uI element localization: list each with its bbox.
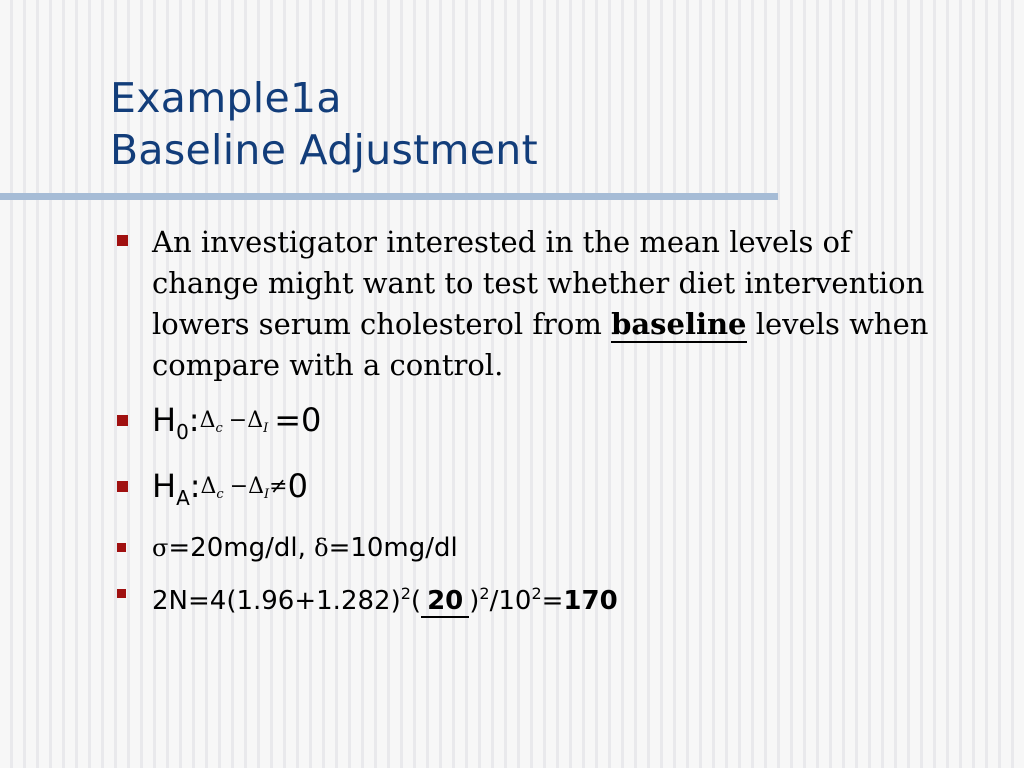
bullet-h0 bbox=[114, 400, 974, 452]
h0-delta-i: Δ bbox=[247, 408, 264, 433]
ha-colon: : bbox=[189, 467, 201, 505]
h0-colon: : bbox=[188, 401, 200, 439]
ha-subscript: A bbox=[176, 486, 190, 510]
formula-exp1: 2 bbox=[400, 584, 411, 603]
h0-subscript: 0 bbox=[176, 420, 189, 444]
intro-text-after: levels when compare with a control. bbox=[152, 307, 929, 382]
sigma-symbol: σ bbox=[152, 534, 169, 562]
formula-part1: 2N=4(1.96+1.282) bbox=[152, 586, 401, 616]
h0-minus: − bbox=[228, 408, 248, 433]
bullet-formula bbox=[114, 576, 974, 619]
h0-delta-c-sub: c bbox=[215, 421, 223, 436]
h0-relation: =0 bbox=[274, 401, 322, 439]
bullet-params bbox=[114, 530, 974, 566]
slide-title bbox=[110, 72, 538, 176]
formula-equals: = bbox=[541, 586, 564, 616]
intro-text-before: An investigator interested in the mean levels of change might want to test whether diet intervention lowers serum cholesterol from bbox=[152, 225, 925, 341]
h0-label: H bbox=[152, 401, 177, 439]
h0-delta-c: Δ bbox=[199, 408, 216, 433]
ha-delta-i-sub: I bbox=[264, 487, 270, 502]
delta-value: =10mg/dl bbox=[328, 533, 458, 563]
formula-close-paren: ) bbox=[469, 586, 480, 616]
square-bullet-icon bbox=[117, 481, 128, 492]
intro-emphasis: baseline bbox=[611, 307, 747, 341]
formula-divide: /10 bbox=[489, 586, 532, 616]
ha-label: H bbox=[152, 467, 177, 505]
delta-symbol: δ bbox=[314, 534, 329, 562]
square-bullet-icon bbox=[117, 589, 126, 598]
formula-exp2: 2 bbox=[479, 584, 490, 603]
title-line-1: Example1a bbox=[110, 74, 342, 122]
ha-value: 0 bbox=[287, 467, 308, 505]
formula-exp3: 2 bbox=[531, 584, 542, 603]
sigma-value: =20mg/dl, bbox=[168, 533, 315, 563]
bullet-intro bbox=[114, 222, 952, 386]
h0-delta-i-sub: I bbox=[263, 421, 269, 436]
formula-open-paren: ( bbox=[410, 586, 422, 616]
formula-result: 170 bbox=[563, 586, 618, 616]
ha-not-equal: ≠ bbox=[269, 474, 288, 499]
ha-delta-c: Δ bbox=[200, 474, 217, 499]
formula-sigma-value: 20 bbox=[421, 586, 469, 618]
ha-delta-i: Δ bbox=[248, 474, 265, 499]
ha-minus: − bbox=[229, 474, 249, 499]
bullet-ha bbox=[114, 466, 974, 518]
title-line-2: Baseline Adjustment bbox=[110, 126, 538, 174]
square-bullet-icon bbox=[117, 415, 128, 426]
bullet-list bbox=[114, 222, 974, 619]
square-bullet-icon bbox=[117, 543, 126, 552]
square-bullet-icon bbox=[117, 235, 128, 246]
title-divider bbox=[0, 193, 778, 200]
ha-delta-c-sub: c bbox=[216, 487, 224, 502]
